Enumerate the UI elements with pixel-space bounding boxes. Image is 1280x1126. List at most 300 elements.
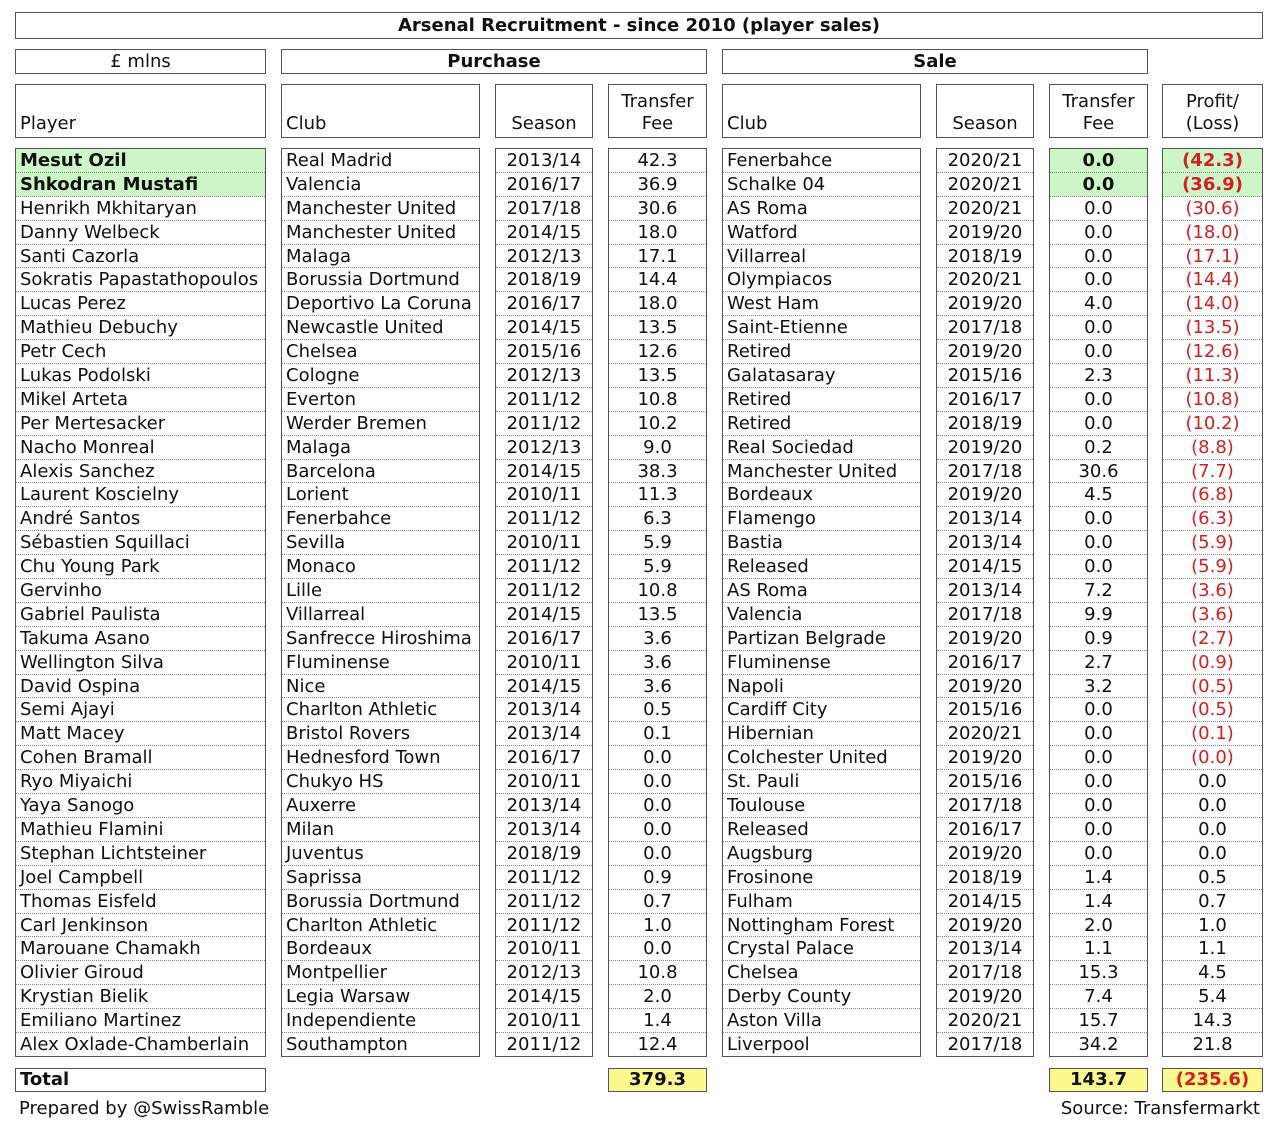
sale-club-cell: Saint-Etienne [723, 316, 920, 340]
purchase-fee-cell: 0.0 [609, 818, 706, 842]
purchase-season-cell: 2015/16 [496, 340, 592, 364]
sale-fee-cell: 0.0 [1050, 818, 1147, 842]
player-name-cell: Stephan Lichtsteiner [16, 842, 265, 866]
purchase-fee-cell: 13.5 [609, 603, 706, 627]
purchase-season-cell: 2011/12 [496, 507, 592, 531]
purchase-fee-cell: 13.5 [609, 316, 706, 340]
purchase-season-cell: 2011/12 [496, 388, 592, 412]
profit-loss-cell: (3.6) [1163, 603, 1262, 627]
player-name-cell: André Santos [16, 507, 265, 531]
sale-season-cell: 2020/21 [937, 197, 1033, 221]
sale-club-cell: Fluminense [723, 651, 920, 675]
purchase-season-cell: 2012/13 [496, 436, 592, 460]
sale-fee-cell: 0.2 [1050, 436, 1147, 460]
sale-fee-cell: 7.2 [1050, 579, 1147, 603]
purchase-season-cell: 2011/12 [496, 890, 592, 914]
purchase-club-cell: Deportivo La Coruna [282, 292, 479, 316]
profit-loss-cell: (14.0) [1163, 292, 1262, 316]
purchase-fee-cell: 9.0 [609, 436, 706, 460]
sale-fee-cell: 0.0 [1050, 340, 1147, 364]
player-name-cell: Petr Cech [16, 340, 265, 364]
purchase-season-cell: 2012/13 [496, 961, 592, 985]
purchase-club-cell: Bristol Rovers [282, 722, 479, 746]
purchase-season-cell: 2013/14 [496, 149, 592, 173]
purchase-club-cell: Borussia Dortmund [282, 268, 479, 292]
sale-fee-cell: 0.0 [1050, 197, 1147, 221]
player-name-cell: Cohen Bramall [16, 746, 265, 770]
profit-loss-cell: 0.0 [1163, 842, 1262, 866]
sale-season-cell: 2017/18 [937, 961, 1033, 985]
purchase-club-cell: Independiente [282, 1009, 479, 1033]
purchase-fee-cell: 13.5 [609, 364, 706, 388]
purchase-club-column [281, 148, 480, 1057]
sale-fee-cell: 15.7 [1050, 1009, 1147, 1033]
purchase-fee-cell: 0.1 [609, 722, 706, 746]
sale-club-cell: Crystal Palace [723, 937, 920, 961]
purchase-club-cell: Auxerre [282, 794, 479, 818]
purchase-season-cell: 2018/19 [496, 268, 592, 292]
sale-club-column [722, 148, 921, 1057]
sale-fee-cell: 4.0 [1050, 292, 1147, 316]
purchase-season-cell: 2010/11 [496, 770, 592, 794]
purchase-fee-cell: 0.0 [609, 770, 706, 794]
purchase-club-cell: Hednesford Town [282, 746, 479, 770]
sale-fee-cell: 0.0 [1050, 531, 1147, 555]
sale-club-cell: West Ham [723, 292, 920, 316]
header-profit-loss: Profit/ (Loss) [1162, 84, 1263, 138]
sale-club-cell: Nottingham Forest [723, 914, 920, 938]
purchase-season-cell: 2011/12 [496, 555, 592, 579]
sale-club-cell: Cardiff City [723, 698, 920, 722]
player-name-cell: Ryo Miyaichi [16, 770, 265, 794]
purchase-fee-cell: 18.0 [609, 221, 706, 245]
profit-loss-cell: (0.5) [1163, 675, 1262, 699]
purchase-season-cell: 2014/15 [496, 603, 592, 627]
sale-club-cell: Retired [723, 412, 920, 436]
purchase-fee-cell: 11.3 [609, 483, 706, 507]
purchase-club-cell: Montpellier [282, 961, 479, 985]
profit-loss-cell: (2.7) [1163, 627, 1262, 651]
sale-season-cell: 2017/18 [947, 1033, 1023, 1055]
sale-fee-cell: 1.4 [1050, 866, 1147, 890]
units-label: £ mlns [15, 49, 266, 74]
sale-club-cell: Fenerbahce [723, 149, 920, 173]
profit-loss-cell: (5.9) [1163, 555, 1262, 579]
sale-fee-cell: 15.3 [1050, 961, 1147, 985]
purchase-club-cell: Juventus [282, 842, 479, 866]
sale-fee-cell: 9.9 [1050, 603, 1147, 627]
player-name-cell: Gervinho [16, 579, 265, 603]
sale-club-cell: Released [723, 555, 920, 579]
total-label: Total [15, 1068, 266, 1092]
sale-season-cell: 2019/20 [937, 483, 1033, 507]
player-name-cell: Joel Campbell [16, 866, 265, 890]
sale-season-cell: 2019/20 [937, 675, 1033, 699]
profit-loss-cell: (0.0) [1163, 746, 1262, 770]
purchase-season-cell: 2010/11 [496, 531, 592, 555]
purchase-club-cell: Malaga [282, 245, 479, 269]
purchase-club-cell: Charlton Athletic [282, 698, 479, 722]
purchase-fee-cell: 3.6 [609, 627, 706, 651]
purchase-club-cell: Newcastle United [282, 316, 479, 340]
total-sale-fee: 143.7 [1049, 1068, 1148, 1092]
purchase-fee-cell: 36.9 [609, 173, 706, 197]
purchase-club-cell: Lorient [282, 483, 479, 507]
purchase-fee-cell: 1.4 [609, 1009, 706, 1033]
purchase-fee-cell: 1.0 [609, 914, 706, 938]
sale-season-cell: 2013/14 [937, 507, 1033, 531]
purchase-club-cell: Lille [282, 579, 479, 603]
purchase-fee-cell: 5.9 [609, 531, 706, 555]
profit-loss-cell: (11.3) [1163, 364, 1262, 388]
profit-loss-cell: (5.9) [1163, 531, 1262, 555]
purchase-fee-cell: 0.0 [609, 842, 706, 866]
sale-season-column [936, 148, 1034, 1057]
sale-club-cell: Valencia [723, 603, 920, 627]
purchase-club-cell: Everton [282, 388, 479, 412]
table-title: Arsenal Recruitment - since 2010 (player sales) [15, 12, 1263, 39]
purchase-season-cell: 2010/11 [496, 651, 592, 675]
player-name-cell: Sokratis Papastathopoulos [16, 268, 265, 292]
sale-club-cell: Augsburg [723, 842, 920, 866]
purchase-season-cell: 2011/12 [506, 1033, 582, 1055]
player-name-cell: Emiliano Martinez [16, 1009, 265, 1033]
player-name-cell: Matt Macey [16, 722, 265, 746]
source-credit: Source: Transfermarkt [1060, 1098, 1260, 1119]
profit-loss-cell: (13.5) [1163, 316, 1262, 340]
purchase-fee-cell: 38.3 [609, 460, 706, 484]
player-name-cell: Mathieu Flamini [16, 818, 265, 842]
purchase-fee-cell: 14.4 [609, 268, 706, 292]
profit-loss-cell: (8.8) [1163, 436, 1262, 460]
sale-club-cell: Villarreal [723, 245, 920, 269]
profit-loss-cell: 0.0 [1163, 818, 1262, 842]
sale-club-cell: Colchester United [723, 746, 920, 770]
profit-loss-cell: (0.9) [1163, 651, 1262, 675]
sale-club-cell: Released [723, 818, 920, 842]
player-name-cell: Per Mertesacker [16, 412, 265, 436]
sale-season-cell: 2017/18 [937, 460, 1033, 484]
purchase-club-cell: Chukyo HS [282, 770, 479, 794]
player-name-cell: Chu Young Park [16, 555, 265, 579]
total-purchase-fee: 379.3 [608, 1068, 707, 1092]
purchase-fee-cell: 12.4 [637, 1033, 678, 1055]
purchase-fee-cell: 0.0 [609, 937, 706, 961]
purchase-season-cell: 2014/15 [496, 316, 592, 340]
profit-loss-cell: 5.4 [1163, 985, 1262, 1009]
profit-loss-cell: 1.0 [1163, 914, 1262, 938]
purchase-club-cell: Nice [282, 675, 479, 699]
purchase-fee-cell: 10.8 [609, 579, 706, 603]
sale-season-cell: 2015/16 [937, 364, 1033, 388]
player-name-cell: Sébastien Squillaci [16, 531, 265, 555]
profit-loss-cell: 21.8 [1192, 1033, 1233, 1055]
header-purchase-fee: Transfer Fee [608, 84, 707, 138]
player-name-cell: Shkodran Mustafi [16, 173, 265, 197]
profit-loss-cell: (10.2) [1163, 412, 1262, 436]
sale-fee-cell: 0.0 [1050, 698, 1147, 722]
sale-season-cell: 2019/20 [937, 914, 1033, 938]
sale-season-cell: 2019/20 [937, 746, 1033, 770]
sale-season-cell: 2019/20 [937, 842, 1033, 866]
sale-season-cell: 2019/20 [937, 292, 1033, 316]
purchase-club-cell: Monaco [282, 555, 479, 579]
purchase-club-cell: Malaga [282, 436, 479, 460]
profit-loss-cell: 1.1 [1163, 937, 1262, 961]
profit-loss-cell: (0.1) [1163, 722, 1262, 746]
player-name-cell: Takuma Asano [16, 627, 265, 651]
purchase-club-cell: Barcelona [282, 460, 479, 484]
player-name-cell: Thomas Eisfeld [16, 890, 265, 914]
purchase-club-cell: Sanfrecce Hiroshima [282, 627, 479, 651]
purchase-fee-cell: 10.8 [609, 388, 706, 412]
purchase-fee-cell: 0.7 [609, 890, 706, 914]
purchase-club-cell: Legia Warsaw [282, 985, 479, 1009]
purchase-season-cell: 2016/17 [496, 746, 592, 770]
purchase-fee-cell: 2.0 [609, 985, 706, 1009]
sale-fee-cell: 2.7 [1050, 651, 1147, 675]
purchase-club-cell: Southampton [286, 1033, 408, 1055]
sale-season-cell: 2019/20 [937, 340, 1033, 364]
purchase-fee-cell: 18.0 [609, 292, 706, 316]
player-name-cell: Henrikh Mkhitaryan [16, 197, 265, 221]
profit-loss-column [1162, 148, 1263, 1057]
sale-season-cell: 2013/14 [937, 531, 1033, 555]
sale-fee-cell: 0.0 [1050, 842, 1147, 866]
header-player: Player [15, 84, 266, 138]
profit-loss-cell: (6.8) [1163, 483, 1262, 507]
sale-club-cell: Frosinone [723, 866, 920, 890]
profit-loss-cell: (3.6) [1163, 579, 1262, 603]
sale-club-cell: Derby County [723, 985, 920, 1009]
sale-fee-cell: 0.0 [1050, 173, 1147, 197]
player-name-cell: Laurent Koscielny [16, 483, 265, 507]
player-name-cell: Olivier Giroud [16, 961, 265, 985]
sale-fee-cell: 0.0 [1050, 770, 1147, 794]
sale-club-cell: AS Roma [723, 197, 920, 221]
purchase-club-cell: Chelsea [282, 340, 479, 364]
purchase-club-cell: Real Madrid [282, 149, 479, 173]
purchase-club-cell: Bordeaux [282, 937, 479, 961]
player-name-cell: Mesut Ozil [16, 149, 265, 173]
sale-club-cell: Hibernian [723, 722, 920, 746]
profit-loss-cell: (17.1) [1163, 245, 1262, 269]
prepared-by-credit: Prepared by @SwissRamble [19, 1098, 270, 1119]
purchase-season-cell: 2011/12 [496, 914, 592, 938]
sale-fee-cell: 0.0 [1050, 794, 1147, 818]
profit-loss-cell: (30.6) [1163, 197, 1262, 221]
sale-club-cell: Galatasaray [723, 364, 920, 388]
purchase-club-cell: Werder Bremen [282, 412, 479, 436]
purchase-season-cell: 2016/17 [496, 627, 592, 651]
sale-season-cell: 2017/18 [937, 603, 1033, 627]
purchase-season-cell: 2013/14 [496, 698, 592, 722]
sale-club-cell: Bordeaux [723, 483, 920, 507]
profit-loss-cell: 0.0 [1163, 794, 1262, 818]
player-name-cell: Krystian Bielik [16, 985, 265, 1009]
profit-loss-cell: (10.8) [1163, 388, 1262, 412]
purchase-season-cell: 2016/17 [496, 292, 592, 316]
sale-fee-column [1049, 148, 1148, 1057]
purchase-season-cell: 2011/12 [496, 579, 592, 603]
purchase-club-cell: Valencia [282, 173, 479, 197]
sale-club-cell: Olympiacos [723, 268, 920, 292]
sale-fee-cell: 3.2 [1050, 675, 1147, 699]
sale-club-cell: Liverpool [727, 1033, 810, 1055]
purchase-fee-cell: 17.1 [609, 245, 706, 269]
sale-club-cell: Schalke 04 [723, 173, 920, 197]
sale-club-cell: Real Sociedad [723, 436, 920, 460]
sale-season-cell: 2018/19 [937, 412, 1033, 436]
sale-club-cell: Manchester United [723, 460, 920, 484]
sale-club-cell: Chelsea [723, 961, 920, 985]
purchase-season-cell: 2010/11 [496, 1009, 592, 1033]
purchase-season-cell: 2010/11 [496, 937, 592, 961]
sale-fee-cell: 0.0 [1050, 722, 1147, 746]
purchase-club-cell: Milan [282, 818, 479, 842]
purchase-fee-cell: 0.0 [609, 794, 706, 818]
purchase-season-cell: 2013/14 [496, 794, 592, 818]
sale-season-cell: 2019/20 [937, 436, 1033, 460]
sale-club-cell: Bastia [723, 531, 920, 555]
sale-season-cell: 2019/20 [937, 985, 1033, 1009]
sale-club-cell: Retired [723, 388, 920, 412]
sale-season-cell: 2016/17 [937, 651, 1033, 675]
sale-fee-cell: 0.0 [1050, 507, 1147, 531]
sale-club-cell: Flamengo [723, 507, 920, 531]
purchase-club-cell: Borussia Dortmund [282, 890, 479, 914]
sale-club-cell: AS Roma [723, 579, 920, 603]
sale-fee-cell: 7.4 [1050, 985, 1147, 1009]
sale-fee-cell: 1.1 [1050, 937, 1147, 961]
sale-fee-cell: 1.4 [1050, 890, 1147, 914]
sale-section-header: Sale [722, 49, 1148, 74]
profit-loss-cell: (7.7) [1163, 460, 1262, 484]
sale-fee-cell: 0.0 [1050, 555, 1147, 579]
purchase-season-cell: 2014/15 [496, 675, 592, 699]
sale-season-cell: 2015/16 [937, 770, 1033, 794]
header-sale-fee: Transfer Fee [1049, 84, 1148, 138]
purchase-fee-cell: 6.3 [609, 507, 706, 531]
player-name-cell: Wellington Silva [16, 651, 265, 675]
purchase-season-cell: 2018/19 [496, 842, 592, 866]
purchase-season-column [495, 148, 593, 1057]
profit-loss-cell: 4.5 [1163, 961, 1262, 985]
sale-season-cell: 2013/14 [937, 579, 1033, 603]
sale-club-cell: St. Pauli [723, 770, 920, 794]
purchase-fee-cell: 42.3 [609, 149, 706, 173]
sale-season-cell: 2014/15 [937, 890, 1033, 914]
sale-fee-cell: 30.6 [1050, 460, 1147, 484]
sale-season-cell: 2020/21 [937, 1009, 1033, 1033]
purchase-season-cell: 2016/17 [496, 173, 592, 197]
purchase-fee-cell: 3.6 [609, 651, 706, 675]
sale-season-cell: 2013/14 [937, 937, 1033, 961]
player-name-cell: Mathieu Debuchy [16, 316, 265, 340]
sale-fee-cell: 2.3 [1050, 364, 1147, 388]
profit-loss-cell: (0.5) [1163, 698, 1262, 722]
purchase-club-cell: Sevilla [282, 531, 479, 555]
header-purchase-club: Club [281, 84, 480, 138]
purchase-season-cell: 2014/15 [496, 460, 592, 484]
purchase-fee-cell: 0.5 [609, 698, 706, 722]
sale-club-cell: Retired [723, 340, 920, 364]
sale-fee-cell: 0.0 [1050, 746, 1147, 770]
header-purchase-season: Season [495, 84, 593, 138]
player-name-cell: Yaya Sanogo [16, 794, 265, 818]
purchase-club-cell: Fluminense [282, 651, 479, 675]
player-name-cell: Marouane Chamakh [16, 937, 265, 961]
sale-season-cell: 2019/20 [937, 221, 1033, 245]
profit-loss-cell: (36.9) [1163, 173, 1262, 197]
profit-loss-cell: 0.7 [1163, 890, 1262, 914]
player-name-cell: Gabriel Paulista [16, 603, 265, 627]
sale-fee-cell: 0.9 [1050, 627, 1147, 651]
sale-fee-cell: 34.2 [1078, 1033, 1119, 1055]
sale-season-cell: 2016/17 [937, 818, 1033, 842]
profit-loss-cell: (6.3) [1163, 507, 1262, 531]
sale-club-cell: Fulham [723, 890, 920, 914]
purchase-season-cell: 2010/11 [496, 483, 592, 507]
sale-club-cell: Toulouse [723, 794, 920, 818]
purchase-fee-cell: 5.9 [609, 555, 706, 579]
sale-club-cell: Partizan Belgrade [723, 627, 920, 651]
purchase-season-cell: 2011/12 [496, 866, 592, 890]
purchase-club-cell: Saprissa [282, 866, 479, 890]
player-name-cell: Lukas Podolski [16, 364, 265, 388]
player-name-cell: Alexis Sanchez [16, 460, 265, 484]
sale-season-cell: 2016/17 [937, 388, 1033, 412]
player-name-cell: Semi Ajayi [16, 698, 265, 722]
sale-fee-cell: 0.0 [1050, 316, 1147, 340]
purchase-fee-column [608, 148, 707, 1057]
purchase-club-cell: Fenerbahce [282, 507, 479, 531]
sale-season-cell: 2017/18 [937, 316, 1033, 340]
purchase-fee-cell: 30.6 [609, 197, 706, 221]
purchase-fee-cell: 3.6 [609, 675, 706, 699]
header-sale-club: Club [722, 84, 921, 138]
purchase-season-cell: 2014/15 [496, 985, 592, 1009]
sale-season-cell: 2017/18 [937, 794, 1033, 818]
player-name-cell: David Ospina [16, 675, 265, 699]
sale-season-cell: 2019/20 [937, 627, 1033, 651]
purchase-fee-cell: 10.8 [609, 961, 706, 985]
purchase-season-cell: 2011/12 [496, 412, 592, 436]
sale-season-cell: 2014/15 [937, 555, 1033, 579]
purchase-season-cell: 2017/18 [496, 197, 592, 221]
purchase-section-header: Purchase [281, 49, 707, 74]
sale-club-cell: Aston Villa [723, 1009, 920, 1033]
purchase-club-cell: Villarreal [282, 603, 479, 627]
sale-fee-cell: 0.0 [1050, 149, 1147, 173]
player-name-cell: Carl Jenkinson [16, 914, 265, 938]
sale-fee-cell: 0.0 [1050, 221, 1147, 245]
sale-season-cell: 2015/16 [937, 698, 1033, 722]
purchase-fee-cell: 12.6 [609, 340, 706, 364]
sale-season-cell: 2020/21 [937, 268, 1033, 292]
sale-season-cell: 2018/19 [937, 866, 1033, 890]
sale-club-cell: Napoli [723, 675, 920, 699]
sale-season-cell: 2020/21 [937, 722, 1033, 746]
purchase-club-cell: Manchester United [282, 197, 479, 221]
sale-fee-cell: 4.5 [1050, 483, 1147, 507]
sale-fee-cell: 0.0 [1050, 245, 1147, 269]
sale-club-cell: Watford [723, 221, 920, 245]
purchase-season-cell: 2012/13 [496, 364, 592, 388]
player-name-cell: Mikel Arteta [16, 388, 265, 412]
player-name-cell: Lucas Perez [16, 292, 265, 316]
profit-loss-cell: 14.3 [1163, 1009, 1262, 1033]
